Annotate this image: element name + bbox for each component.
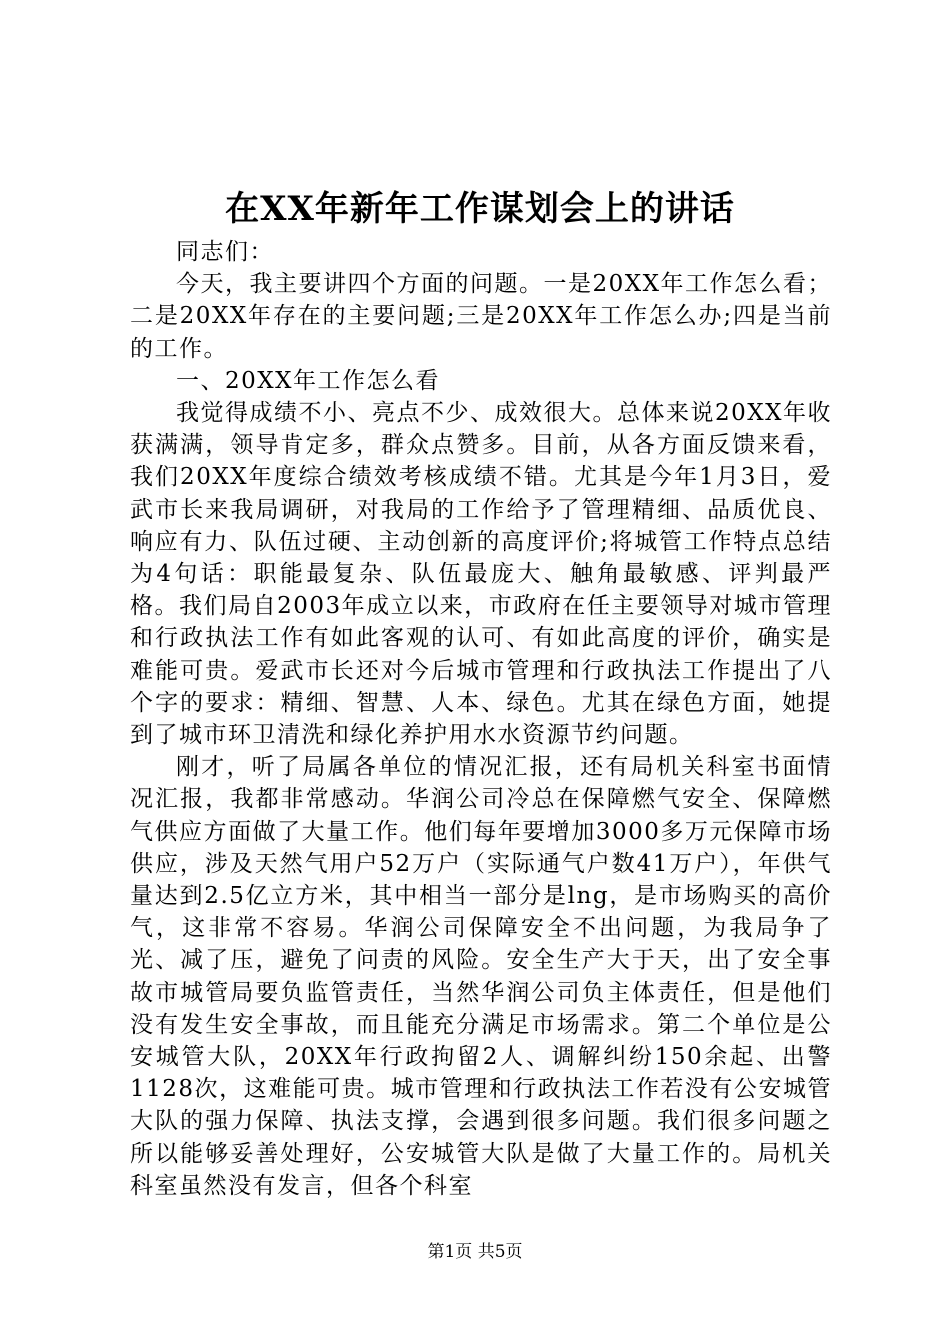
paragraph-achievements: 我觉得成绩不小、亮点不少、成效很大。总体来说20XX年收获满满，领导肯定多，群众点赞多。目前，从各方面反馈来看，我们20XX年度综合绩效考核成绩不错。尤其是今年1月3日，爱武市长来我局调研，对我局的工作给予了管理精细、品质优良、响应有力、队伍过硬、主动创新的高度评价;将城管工作特点总结为4句话：职能最复杂、队伍最庞大、触角最敏感、评判最严格。我们局自2003年成立以来，市政府在任主要领导对城市管理和行政执法工作有如此客观的认可、有如此高度的评价，确实是难能可贵。爱武市长还对今后城市管理和行政执法工作提出了八个字的要求：精细、智慧、人本、绿色。尤其在绿色方面，她提到了城市环卫清洗和绿化养护用水水资源节约问题。 <box>130 400 833 749</box>
document-title: 在XX年新年工作谋划会上的讲话 <box>225 189 735 229</box>
page-number-footer: 第1页 共5页 <box>427 1242 523 1262</box>
section-heading-1: 一、20XX年工作怎么看 <box>176 367 441 394</box>
document-body <box>130 236 832 1202</box>
paragraph-intro: 今天，我主要讲四个方面的问题。一是20XX年工作怎么看；二是20XX年存在的主要问题;三是20XX年工作怎么办;四是当前的工作。 <box>130 271 833 362</box>
paragraph-unit-reports: 刚才，听了局属各单位的情况汇报，还有局机关科室书面情况汇报，我都非常感动。华润公司冷总在保障燃气安全、保障燃气供应方面做了大量工作。他们每年要增加3000多万元保障市场供应，涉及天然气用户52万户（实际通气户数41万户），年供气量达到2.5亿立方米，其中相当一部分是lng，是市场购买的高价气，这非常不容易。华润公司保障安全不出问题，为我局争了光、减了压，避免了问责的风险。安全生产大于天，出了安全事故市城管局要负监管责任，当然华润公司负主体责任，但是他们没有发生安全事故，而且能充分满足市场需求。第二个单位是公安城管大队，20XX年行政拘留2人、调解纠纷150余起、出警1128次，这难能可贵。城市管理和行政执法工作若没有公安城管大队的强力保障、执法支撑，会遇到很多问题。我们很多问题之所以能够妥善处理好，公安城管大队是做了大量工作的。局机关科室虽然没有发言，但各个科室 <box>130 754 832 1199</box>
paragraph-greeting: 同志们： <box>176 239 274 265</box>
